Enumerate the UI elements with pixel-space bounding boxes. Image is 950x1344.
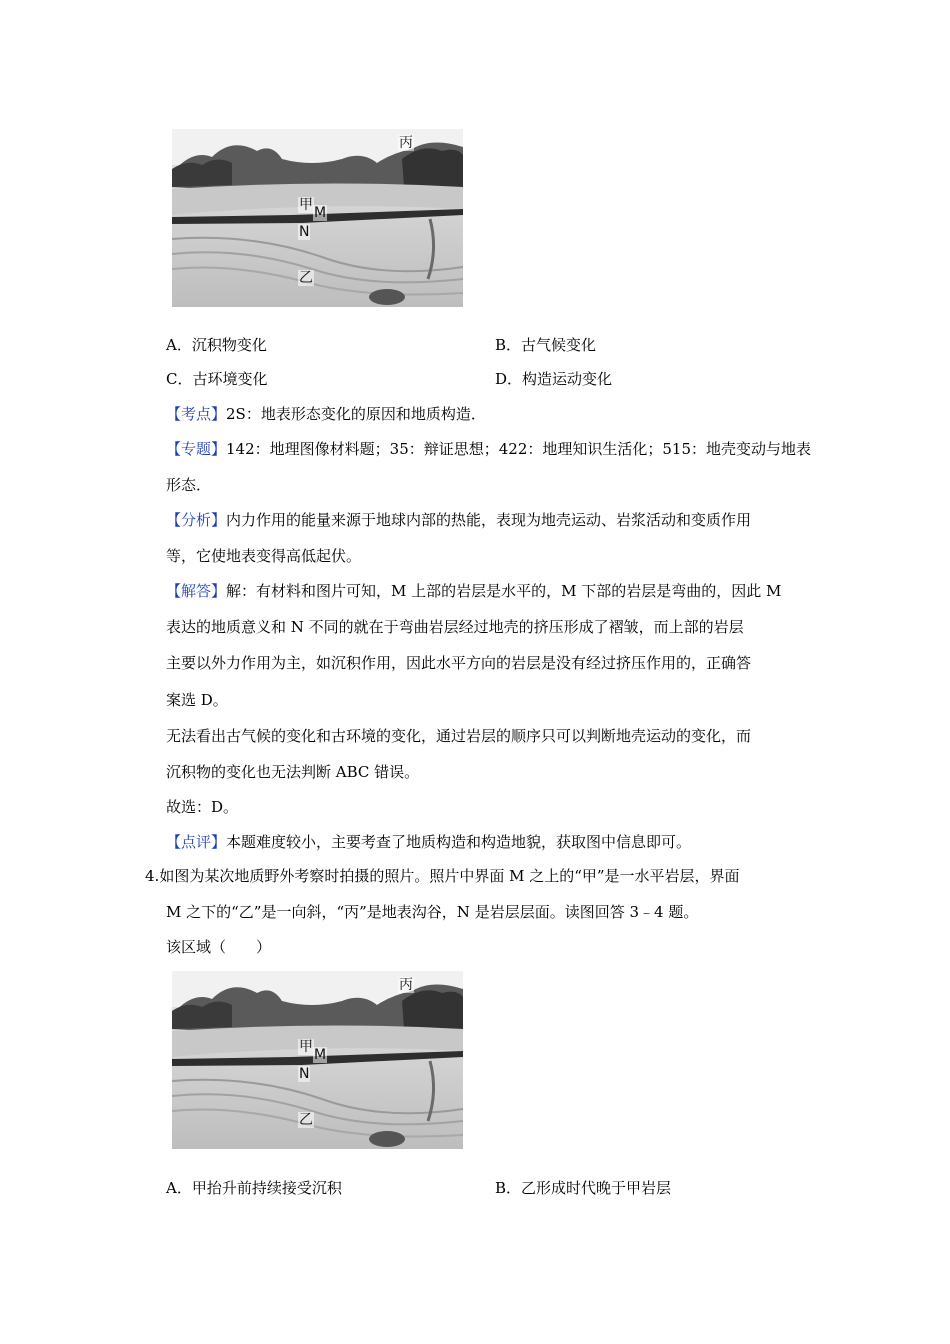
zhuanti-line-2: 形态． [166,476,212,494]
geology-photo-1 [172,129,463,307]
q4-option-b[interactable]: B．乙形成时代晚于甲岩层 [495,1179,672,1197]
dianping-line [166,832,691,852]
photo-label-jia: 甲 [299,1039,313,1055]
q3-option-a[interactable]: A．沉积物变化 [166,336,267,354]
dianping-tag: 【点评】 [166,833,227,851]
q4-stem-line-1 [145,866,740,886]
photo-label-bing: 丙 [399,135,413,151]
fenxi-line [166,510,751,530]
fenxi-text-1: 内力作用的能量来源于地球内部的热能，表现为地壳运动、岩浆活动和变质作用 [226,511,752,529]
fenxi-tag: 【分析】 [166,511,227,529]
jieda-line-2: 表达的地质意义和 N 不同的就在于弯曲岩层经过地壳的挤压形成了褶皱，而上部的岩层 [166,618,744,636]
q3-option-d[interactable]: D．构造运动变化 [495,370,613,388]
photo-label-n: N [299,224,310,240]
kaodian-tag: 【考点】 [166,405,227,423]
jieda-line-5: 无法看出古气候的变化和古环境的变化，通过岩层的顺序只可以判断地壳运动的变化，而 [166,727,752,745]
kaodian-line [166,404,486,424]
photo-label-n: N [299,1066,310,1082]
jieda-line [166,581,781,601]
jieda-line-3: 主要以外力作用为主，如沉积作用，因此水平方向的岩层是没有经过挤压作用的，正确答 [166,654,752,672]
fenxi-line-2: 等，它使地表变得高低起伏。 [166,547,362,565]
zhuanti-tag: 【专题】 [166,440,227,458]
q4-stem-1: 如图为某次地质野外考察时拍摄的照片。照片中界面 M 之上的“甲”是一水平岩层，界面 [159,867,740,885]
photo-label-m: M [314,1047,327,1063]
jieda-line-6: 沉积物的变化也无法判断 ABC 错误。 [166,763,420,781]
jieda-tag: 【解答】 [166,582,227,600]
jieda-line-7: 故选：D。 [166,798,239,816]
photo-label-yi: 乙 [299,270,313,286]
photo-label-jia: 甲 [299,197,313,213]
kaodian-text: 2S：地表形态变化的原因和地质构造． [226,405,486,423]
q4-option-a[interactable]: A．甲抬升前持续接受沉积 [166,1179,342,1197]
photo-label-m: M [314,205,327,221]
geology-photo-2 [172,971,463,1149]
photo-label-yi: 乙 [299,1112,313,1128]
zhuanti-text-1: 142：地理图像材料题；35：辩证思想；422：地理知识生活化；515：地壳变动与地表 [226,440,811,458]
photo-label-bing: 丙 [399,977,413,993]
zhuanti-line [166,439,811,459]
dianping-text: 本题难度较小，主要考查了地质构造和构造地貌，获取图中信息即可。 [226,833,692,851]
q3-option-b[interactable]: B．古气候变化 [495,336,597,354]
q3-option-c[interactable]: C．古环境变化 [166,370,268,388]
q4-stem-line-3: 该区域（ ） [166,938,272,956]
q4-number: 4. [145,867,160,885]
jieda-line-4: 案选 D。 [166,691,228,709]
q4-stem-line-2: M 之下的“乙”是一向斜，“丙”是地表沟谷，N 是岩层层面。读图回答 3﹣4 题。 [166,903,699,921]
jieda-text-1: 解：有材料和图片可知，M 上部的岩层是水平的，M 下部的岩层是弯曲的，因此 M [226,582,782,600]
